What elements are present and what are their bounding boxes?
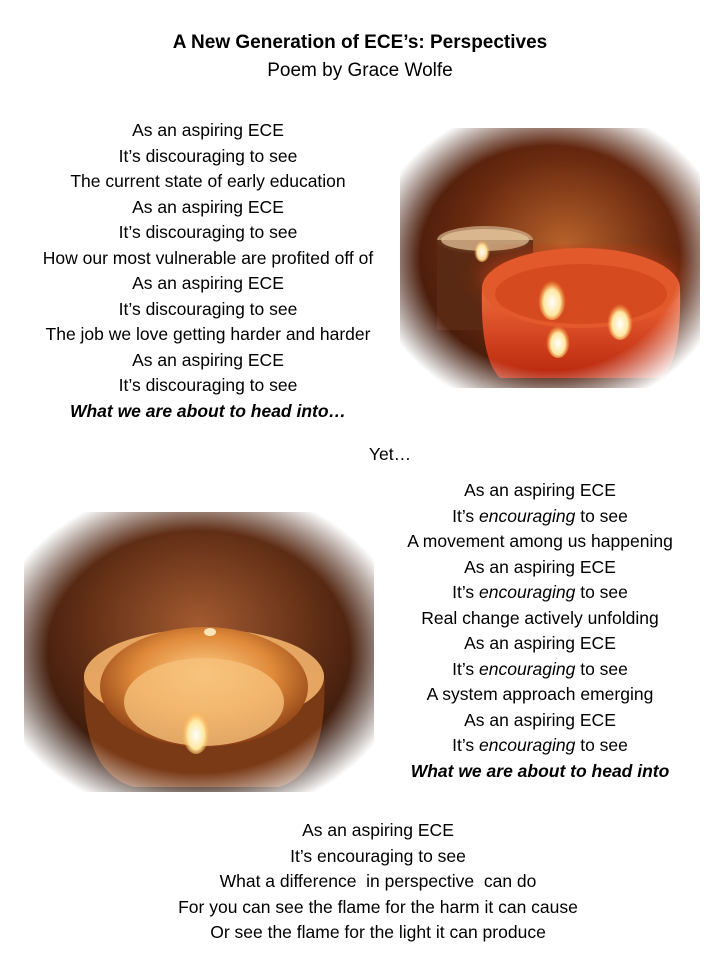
poem-line: As an aspiring ECE [464,633,616,653]
poem-line: As an aspiring ECE [132,120,284,140]
poem-line: It’s discouraging to see [118,222,298,242]
stanza-encouraging [380,478,700,784]
emphasis-word: encouraging [479,658,576,679]
poem-word: to see [580,582,628,602]
poem-line: The job we love getting harder and harder [45,324,371,344]
poem-line: How our most vulnerable are profited off of [42,247,374,268]
poem-line: What a difference in perspective can do [219,871,537,891]
poem-line: The current state of early education [70,171,346,191]
poem-line [380,657,700,683]
poem-line: It’s encouraging to see [290,845,466,866]
stanza-closing-line: What we are about to head into… [69,400,347,421]
poem-line: As an aspiring ECE [464,556,616,577]
poem-line: As an aspiring ECE [132,273,284,293]
poem-line: Or see the flame for the light it can produce [210,922,546,942]
poem-line: It’s discouraging to see [118,145,298,166]
poem-title: A New Generation of ECE’s: Perspectives [172,32,548,53]
poem-line: A system approach emerging [426,684,654,704]
poem-line: For you can see the flame for the harm it can cause [178,896,578,917]
poem-word: to see [580,658,628,679]
poem-line: As an aspiring ECE [464,709,616,730]
poem-line: As an aspiring ECE [302,820,454,840]
poem-line: It’s discouraging to see [118,298,298,319]
candles-photo [400,128,700,388]
emphasis-word: encouraging [479,735,576,755]
poem-line: As an aspiring ECE [464,480,616,500]
poem-word: It’s [452,505,475,526]
poem-word: to see [580,505,628,526]
poem-word: It’s [452,582,475,602]
poem-line: It’s discouraging to see [118,375,298,395]
poem-line: As an aspiring ECE [132,349,284,370]
stanza-closing-line: What we are about to head into [410,760,670,781]
stanza-perspective [120,818,636,946]
poem-line [380,733,700,759]
poem-word: It’s [452,658,475,679]
poem-line: Real change actively unfolding [421,607,659,628]
transition-word: Yet… [368,444,412,464]
poem-line [380,580,700,606]
poem-author: Poem by Grace Wolfe [267,60,453,81]
emphasis-word: encouraging [479,505,576,526]
stanza-discouraging [12,118,404,424]
poem-line [380,504,700,530]
poem-word: to see [580,735,628,755]
emphasis-word: encouraging [479,582,576,602]
poem-word: It’s [452,735,475,755]
poem-line: As an aspiring ECE [132,196,284,217]
poem-line: A movement among us happening [407,531,673,551]
candle-jar-photo [24,512,374,792]
